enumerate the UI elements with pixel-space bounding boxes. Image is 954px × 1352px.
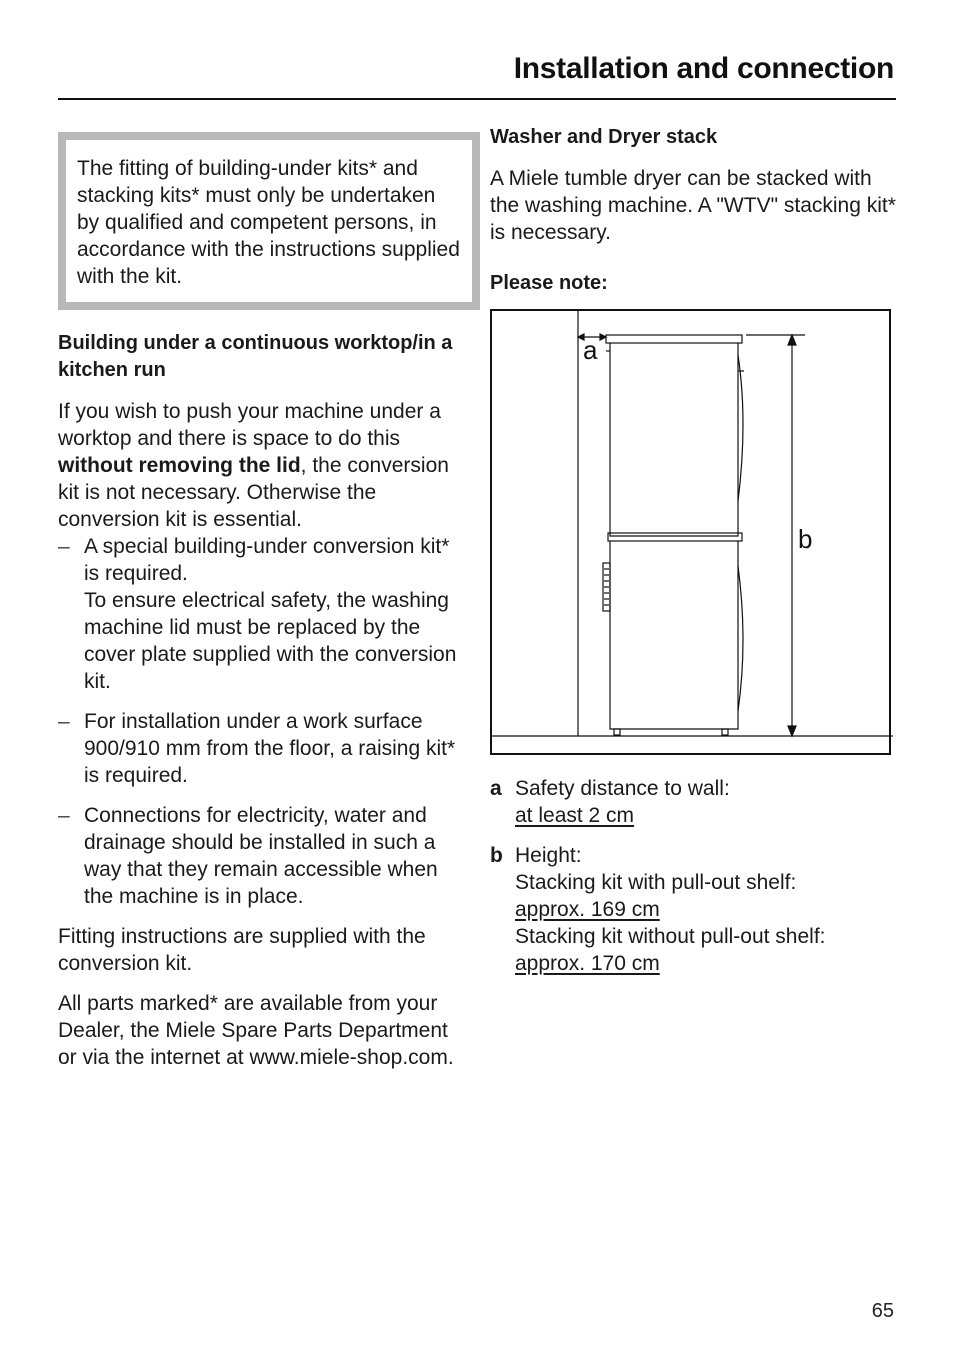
- legend-key-a: a: [490, 777, 502, 800]
- legend-value: at least 2 cm: [515, 804, 635, 827]
- page-title: Installation and connection: [513, 52, 894, 85]
- list-item: [58, 708, 468, 789]
- dryer-body: [610, 343, 738, 536]
- diagram-legend: [490, 775, 896, 977]
- legend-value: approx. 169 cm: [515, 898, 660, 921]
- warning-notice-text: The fitting of building-under kits* and stacking kits* must only be undertaken by qualified and competent persons, in accordance with the instructions supplied with the kit.: [77, 157, 460, 288]
- foot: [614, 729, 620, 735]
- fitting-instructions-text: Fitting instructions are supplied with the conversion kit.: [58, 925, 426, 975]
- section-heading-building-under: Building under a continuous worktop/in a kitchen run: [58, 332, 453, 381]
- parts-availability-text: All parts marked* are available from your Dealer, the Miele Spare Parts Department or via the internet at www.miele-shop.com.: [58, 992, 454, 1069]
- please-note-heading: Please note:: [490, 272, 608, 294]
- intro-bold-text: without removing the lid: [58, 454, 301, 477]
- dryer-door-outline: [738, 355, 743, 501]
- stacking-diagram: [490, 309, 891, 755]
- left-column: [58, 132, 468, 1071]
- dimension-b-arrow: [788, 335, 796, 345]
- section-heading-washer-dryer-stack: Washer and Dryer stack: [490, 126, 718, 148]
- list-item-text: Connections for electricity, water and drainage should be installed in such a way that they remain accessible when the machine is in place.: [84, 804, 438, 908]
- top-plate: [606, 335, 742, 343]
- dash-bullet: –: [58, 710, 70, 733]
- washer-door-outline: [738, 566, 743, 711]
- legend-text: Safety distance to wall:: [515, 777, 730, 800]
- dimension-b-arrow: [788, 726, 796, 736]
- intro-text-2: , the conversion kit is not necessary. Otherwise the conversion kit is essential.: [58, 454, 449, 531]
- label-a: a: [583, 335, 598, 365]
- intro-text-1: If you wish to push your machine under a worktop and there is space to do this: [58, 400, 441, 450]
- legend-item-b: [490, 842, 896, 977]
- legend-key-b: b: [490, 844, 503, 867]
- list-item-text: A special building-under conversion kit* is required.: [84, 535, 450, 585]
- page-number: 65: [871, 1300, 894, 1322]
- label-b: b: [798, 524, 813, 554]
- requirements-list: [58, 533, 468, 910]
- legend-text: Stacking kit without pull-out shelf:: [515, 925, 826, 948]
- list-item: [58, 802, 468, 910]
- legend-value: approx. 170 cm: [515, 952, 660, 975]
- stacking-diagram-drawing: [492, 311, 893, 757]
- washer-body: [610, 541, 738, 729]
- legend-text: Height:: [515, 844, 582, 867]
- right-column: [490, 124, 896, 977]
- dimension-a-arrow: [600, 334, 606, 340]
- list-item: [58, 533, 468, 695]
- building-under-intro: [58, 398, 468, 533]
- warning-notice-box: [58, 132, 480, 310]
- list-item-text: For installation under a work surface 900/910 mm from the floor, a raising kit* is required.: [84, 710, 456, 787]
- foot: [722, 729, 728, 735]
- dash-bullet: –: [58, 535, 70, 558]
- washer-dryer-intro: A Miele tumble dryer can be stacked with the washing machine. A "WTV" stacking kit* is necessary.: [490, 167, 896, 244]
- legend-item-a: [490, 775, 896, 829]
- dash-bullet: –: [58, 804, 70, 827]
- stacking-kit: [608, 533, 742, 541]
- legend-text: Stacking kit with pull-out shelf:: [515, 871, 797, 894]
- list-item-text: To ensure electrical safety, the washing machine lid must be replaced by the cover plate supplied with the conversion kit.: [84, 589, 457, 693]
- header-rule: [58, 98, 896, 100]
